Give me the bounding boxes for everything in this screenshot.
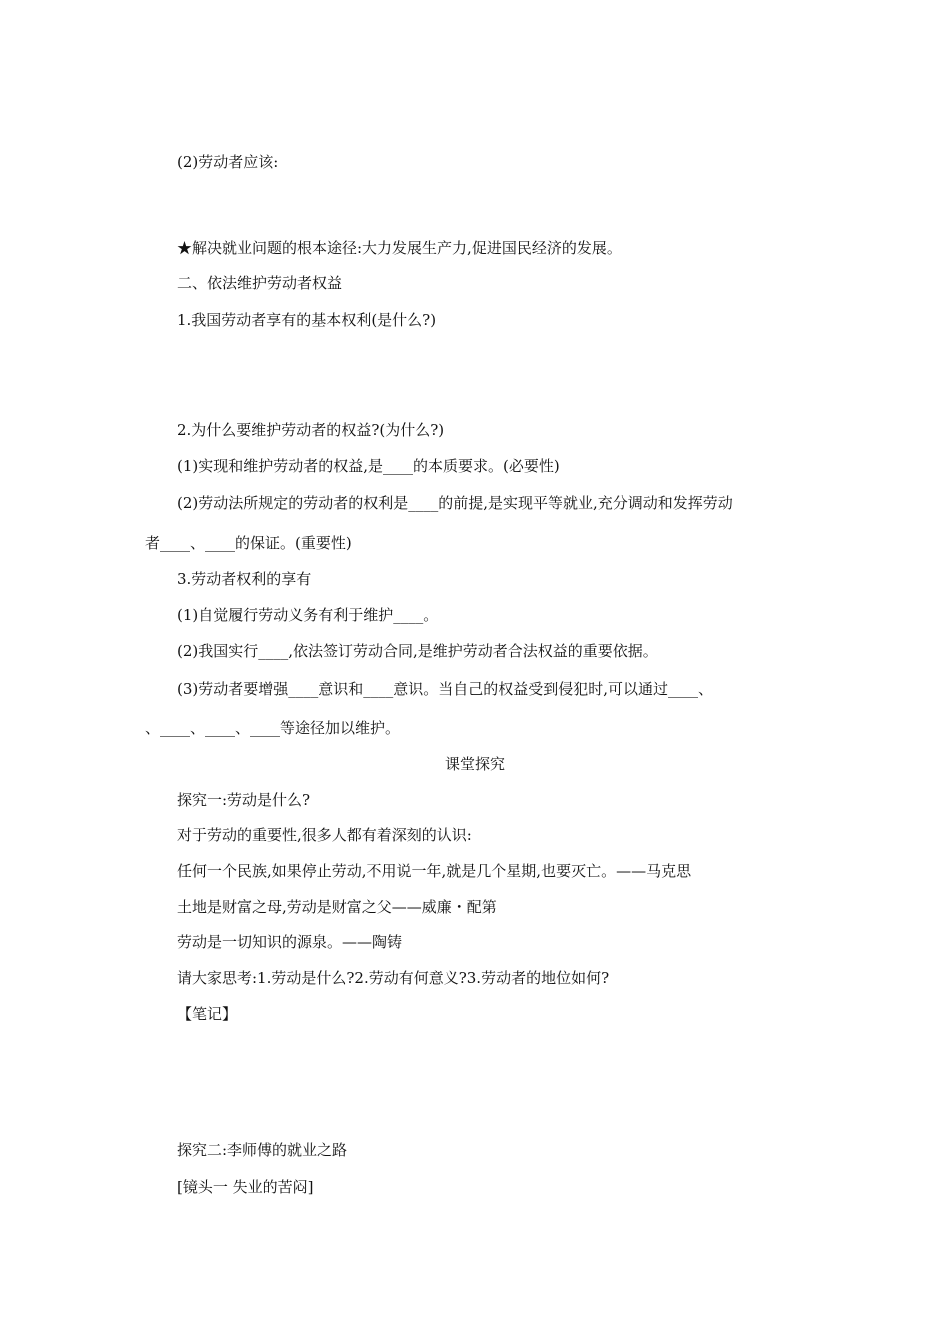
notes-label: 【笔记】 <box>177 1005 238 1023</box>
text-line: (2)劳动法所规定的劳动者的权利是____的前提,是实现平等就业,充分调动和发挥劳动 <box>177 494 733 512</box>
text-line: 请大家思考:1.劳动是什么?2.劳动有何意义?3.劳动者的地位如何? <box>177 969 610 987</box>
quote-line: 土地是财富之母,劳动是财富之父——威廉・配第 <box>177 898 497 916</box>
text-line: (1)实现和维护劳动者的权益,是____的本质要求。(必要性) <box>177 457 560 475</box>
text-line: (2)劳动者应该: <box>177 153 279 171</box>
text-line: ★解决就业问题的根本途径:大力发展生产力,促进国民经济的发展。 <box>177 239 622 257</box>
text-line: 2.为什么要维护劳动者的权益?(为什么?) <box>177 421 445 439</box>
text-line: 探究二:李师傅的就业之路 <box>177 1141 348 1159</box>
text-line: (1)自觉履行劳动义务有利于维护____。 <box>177 606 439 624</box>
text-line: 、____、____、____等途径加以维护。 <box>145 719 401 737</box>
section-title: 课堂探究 <box>444 755 505 773</box>
quote-line: 劳动是一切知识的源泉。——陶铸 <box>177 933 403 951</box>
text-line: 1.我国劳动者享有的基本权利(是什么?) <box>177 311 437 329</box>
text-line: 对于劳动的重要性,很多人都有着深刻的认识: <box>177 826 472 844</box>
quote-line: 任何一个民族,如果停止劳动,不用说一年,就是几个星期,也要灭亡。——马克思 <box>177 862 692 880</box>
text-line: 者____、____的保证。(重要性) <box>145 534 352 552</box>
text-line: [镜头一 失业的苦闷] <box>177 1178 314 1196</box>
text-line: (2)我国实行____,依法签订劳动合同,是维护劳动者合法权益的重要依据。 <box>177 642 658 660</box>
text-line: 3.劳动者权利的享有 <box>177 570 312 588</box>
section-heading: 二、依法维护劳动者权益 <box>177 274 343 292</box>
text-line: (3)劳动者要增强____意识和____意识。当自己的权益受到侵犯时,可以通过____、 <box>177 680 714 698</box>
text-line: 探究一:劳动是什么? <box>177 791 311 809</box>
